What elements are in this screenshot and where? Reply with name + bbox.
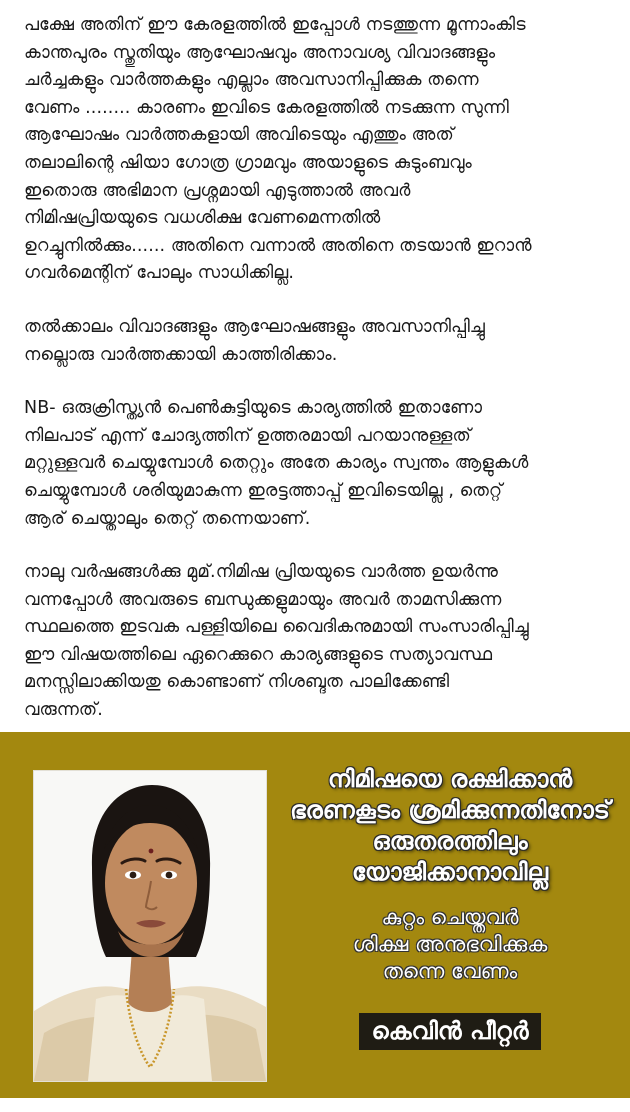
page-bottom-margin: [0, 1098, 630, 1112]
woman-portrait-photo: [33, 770, 267, 1082]
article-paragraph-1: പക്ഷേ അതിന് ഈ കേരളത്തിൽ ഇപ്പോൾ നടത്തുന്ന മൂന്നാംകിട കാന്തപുരം സ്തുതിയും ആഘോഷവും അനാവശ്യ വിവാദങ്ങളും ചർച്ചകളും വാർത്തകളും എല്ലാം അവസാനിപ്പിക്കുക തന്നെ വേണം ........ കാരണം ഇവിടെ കേരളത്തിൽ നടക്കുന്ന സുന്നി ആഘോഷം വാർത്തകളായി അവിടെയും എത്തും അത് തലാലിന്റെ ഷിയാ ഗോത്ര ഗ്രാമവും അയാളുടെ കുടുംബവും ഇതൊരു അഭിമാന പ്രശ്നമായി എടുത്താൽ അവർ നിമിഷപ്രിയയുടെ വധശിക്ഷ വേണമെന്നതിൽ ഉറച്ചുനിൽക്കും...... അതിനെ വന്നാൽ അതിനെ തടയാൻ ഇറാൻ ഗവർമെന്റിന് പോലും സാധിക്കില്ല.: [24, 15, 532, 284]
quote-headline: നിമിഷയെ രക്ഷിക്കാൻ ഭരണകൂടം ശ്രമിക്കുന്നതിനോട് ഒരുതരത്തിലും യോജിക്കാനാവില്ല: [290, 765, 610, 886]
author-name-label: കെവിൻ പീറ്റർ: [359, 1013, 540, 1050]
quote-card-image: [0, 732, 630, 1098]
article-paragraph-3: NB- ഒരുക്രിസ്ത്യൻ പെൺകുട്ടിയുടെ കാര്യത്തിൽ ഇതാണോ നിലപാട് എന്ന് ചോദ്യത്തിന് ഉത്തരമായി പറയാനുള്ളത് മറ്റുള്ളവർ ചെയ്യുമ്പോൾ തെറ്റും അതേ കാര്യം സ്വന്തം ആളുകൾ ചെയ്യുമ്പോൾ ശരിയുമാകുന്ന ഇരട്ടത്താപ്പ് ഇവിടെയില്ല , തെറ്റ് ആര് ചെയ്താലും തെറ്റ് തന്നെയാണ്.: [24, 398, 529, 529]
article-paragraph-4: നാലു വർഷങ്ങൾക്കു മുമ്.നിമിഷ പ്രിയയുടെ വാർത്ത ഉയർന്നു വന്നപ്പോൾ അവരുടെ ബന്ധുക്കളുമായും അവർ താമസിക്കുന്ന സ്ഥലത്തെ ഇടവക പള്ളിയിലെ വൈദികനുമായി സംസാരിപ്പിച്ചു ഈ വിഷയത്തിലെ ഏറെക്കുറെ കാര്യങ്ങളുടെ സത്യാവസ്ഥ മനസ്സിലാക്കിയതു കൊണ്ടാണ് നിശബ്ദത പാലിക്കേണ്ടി വരുന്നത്.: [24, 562, 529, 721]
quote-subhead: കുറ്റം ചെയ്തവർ ശിക്ഷ അനുഭവിക്കുക തന്നെ വേണം: [352, 905, 548, 983]
quote-block: [276, 764, 624, 1050]
article-paragraph-2: തൽക്കാലം വിവാദങ്ങളും ആഘോഷങ്ങളും അവസാനിപ്പിച്ചു നല്ലൊരു വാർത്തക്കായി കാത്തിരിക്കാം.: [24, 316, 485, 365]
